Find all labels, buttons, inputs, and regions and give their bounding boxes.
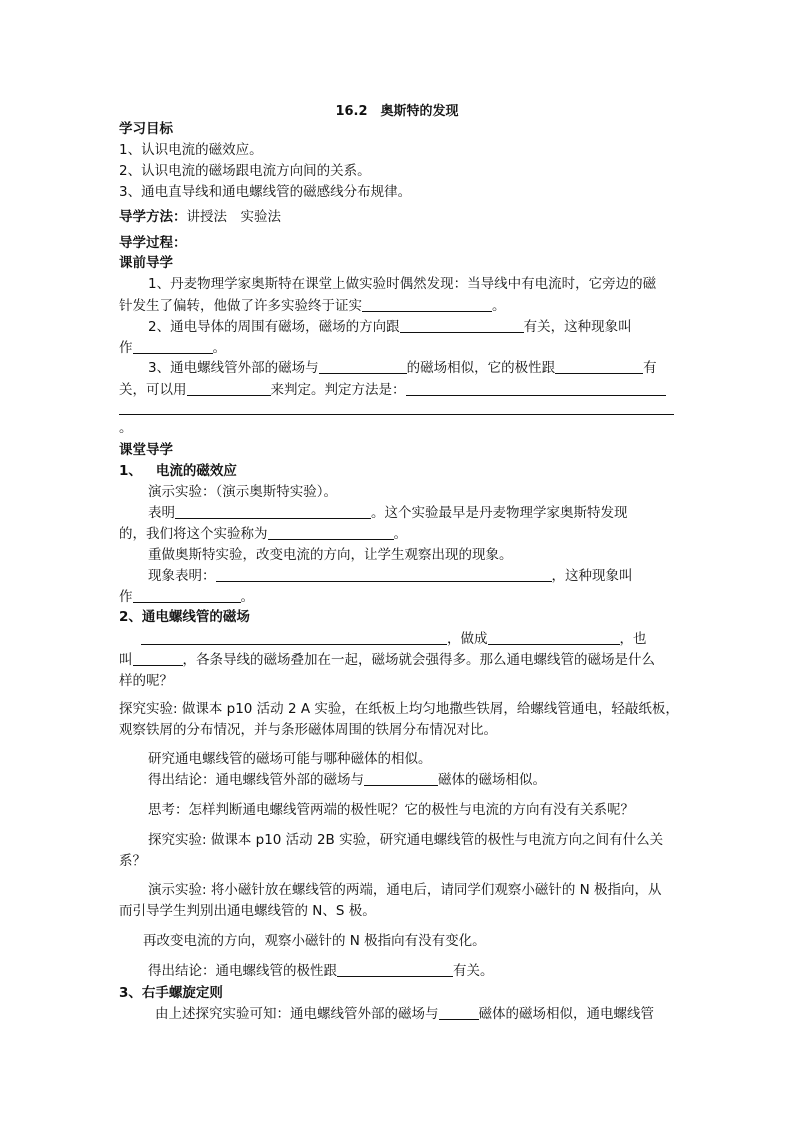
shows-text: 表明 (148, 505, 175, 521)
section3-title: 3、右手螺旋定则 (119, 985, 223, 1001)
pre-q3-line1 (148, 359, 657, 377)
answer-blank (216, 567, 552, 582)
answer-blank (364, 771, 438, 786)
process-heading: 导学过程： (119, 235, 187, 251)
indent-spacer (119, 631, 141, 645)
s2-end: ，也 (619, 631, 647, 647)
answer-blank (400, 318, 524, 333)
page-title: 16.2 奥斯特的发现 (335, 104, 459, 119)
objective-item: 2、认识电流的磁场跟电流方向间的关系。 (119, 163, 371, 179)
shows-end: 。这个实验最早是丹麦物理学家奥斯特发现 (371, 505, 628, 521)
answer-blank (319, 359, 407, 374)
pre-q2-end: 。 (212, 340, 226, 356)
phen-b-end: 。 (240, 589, 254, 605)
answer-blank (268, 525, 394, 540)
concl1-line (148, 771, 546, 789)
answer-blank (337, 962, 453, 977)
pre-q3-b: 关，可以用 (119, 382, 187, 398)
pre-q3-end: 有 (643, 360, 657, 376)
s3-text: 由上述探究实验可知：通电螺线管外部的磁场与 (155, 1006, 439, 1022)
change-line: 再改变电流的方向，观察小磁针的 N 极指向有没有变化。 (143, 933, 486, 949)
answer-blank (141, 630, 447, 645)
s2-b-end: ，各条导线的磁场叠加在一起，磁场就会强得多。那么通电螺线管的磁场是什么 (182, 652, 655, 668)
pre-q1-line1: 1、丹麦物理学家奥斯特在课堂上做实验时偶然发现：当导线中有电流时，它旁边的磁 (148, 276, 657, 292)
section2-title: 2、通电螺线管的磁场 (119, 609, 250, 625)
s2-b: 叫 (119, 652, 133, 668)
section1-text: 电流的磁效应 (155, 463, 237, 479)
pre-q3-mid: 的磁场相似，它的极性跟 (406, 360, 556, 376)
pre-q2-line2 (119, 339, 226, 357)
demo2-line2: 而引导学生判别出通电螺线管的 N、S 极。 (119, 903, 376, 919)
phen-line (148, 567, 633, 585)
concl2-text: 得出结论：通电螺线管的极性跟 (148, 963, 337, 979)
study-line: 研究通电螺线管的磁场可能与哪种磁体的相似。 (148, 751, 432, 767)
in-class-heading: 课堂导学 (119, 442, 173, 458)
answer-blank (133, 588, 241, 603)
pre-q1-line2 (119, 297, 506, 315)
method-line (119, 208, 281, 226)
objectives-heading: 学习目标 (119, 121, 173, 137)
pre-q2-b: 作 (119, 340, 133, 356)
answer-blank (133, 651, 183, 666)
concl2-line (148, 962, 494, 980)
s2-line2 (119, 651, 655, 669)
answer-blank (488, 630, 620, 645)
answer-blank (187, 381, 271, 396)
phen-b: 作 (119, 589, 133, 605)
pre-q3-line2 (119, 381, 666, 399)
objective-item: 1、认识电流的磁效应。 (119, 142, 263, 158)
s2-line3: 样的呢？ (119, 673, 173, 689)
pre-q2-mid: 有关，这种现象叫 (523, 319, 632, 335)
s2-line1 (119, 630, 647, 648)
pre-q2-text: 2、通电导体的周围有磁场，磁场的方向跟 (148, 319, 400, 335)
redo-line: 重做奥斯特实验，改变电流的方向，让学生观察出现的现象。 (148, 547, 513, 563)
explore2-line2: 系？ (119, 853, 146, 869)
objective-item: 3、通电直导线和通电螺线管的磁感线分布规律。 (119, 184, 412, 200)
shows-line2 (119, 525, 407, 543)
explore1-line1: 探究实验: 做课本 p10 活动 2 A 实验，在纸板上均匀地撒些铁屑，给螺线管通电，轻敲纸板， (119, 701, 679, 717)
method-value: 讲授法 实验法 (186, 209, 281, 225)
explore2-line1: 探究实验: 做课本 p10 活动 2B 实验，研究通电螺线管的极性与电流方向之间有什么关 (148, 832, 664, 848)
pre-class-heading: 课前导学 (119, 255, 173, 271)
pre-q1-text: 针发生了偏转，他做了许多实验终于证实 (119, 298, 362, 314)
demo-line: 演示实验：（演示奥斯特实验）。 (148, 484, 337, 500)
pre-q1-end: 。 (492, 298, 506, 314)
concl2-end: 有关。 (453, 963, 494, 979)
answer-blank (133, 339, 213, 354)
s2-mid: ，做成 (447, 631, 488, 647)
s3-line1 (155, 1005, 654, 1023)
concl1-end: 磁体的磁场相似。 (438, 772, 546, 788)
shows-line (148, 504, 628, 522)
phen-label: 现象表明： (148, 568, 216, 584)
section1-num: 1、 (119, 463, 142, 479)
phen-end: ，这种现象叫 (551, 568, 633, 584)
answer-line (119, 414, 674, 415)
pre-q3-b2: 来判定。判定方法是： (270, 382, 406, 398)
concl1-text: 得出结论：通电螺线管外部的磁场与 (148, 772, 364, 788)
phen-line2 (119, 588, 254, 606)
shows-b: 的，我们将这个实验称为 (119, 526, 268, 542)
answer-blank (439, 1005, 479, 1020)
answer-blank (406, 381, 666, 396)
pre-q3-c: 。 (119, 420, 133, 436)
think-line: 思考：怎样判断通电螺线管两端的极性呢？它的极性与电流的方向有没有关系呢？ (148, 802, 634, 818)
answer-blank (175, 504, 371, 519)
section1-title (119, 462, 237, 480)
pre-q2-line1 (148, 318, 632, 336)
answer-blank (555, 359, 643, 374)
method-label: 导学方法： (119, 209, 187, 225)
pre-q3-text: 3、通电螺线管外部的磁场与 (148, 360, 319, 376)
demo2-line1: 演示实验: 将小磁针放在螺线管的两端，通电后，请同学们观察小磁针的 N 极指向，从 (148, 882, 662, 898)
explore1-line2: 观察铁屑的分布情况，并与条形磁体周围的铁屑分布情况对比。 (119, 722, 497, 738)
answer-blank (362, 297, 492, 312)
shows-b-end: 。 (393, 526, 407, 542)
s3-end: 磁体的磁场相似，通电螺线管 (478, 1006, 654, 1022)
